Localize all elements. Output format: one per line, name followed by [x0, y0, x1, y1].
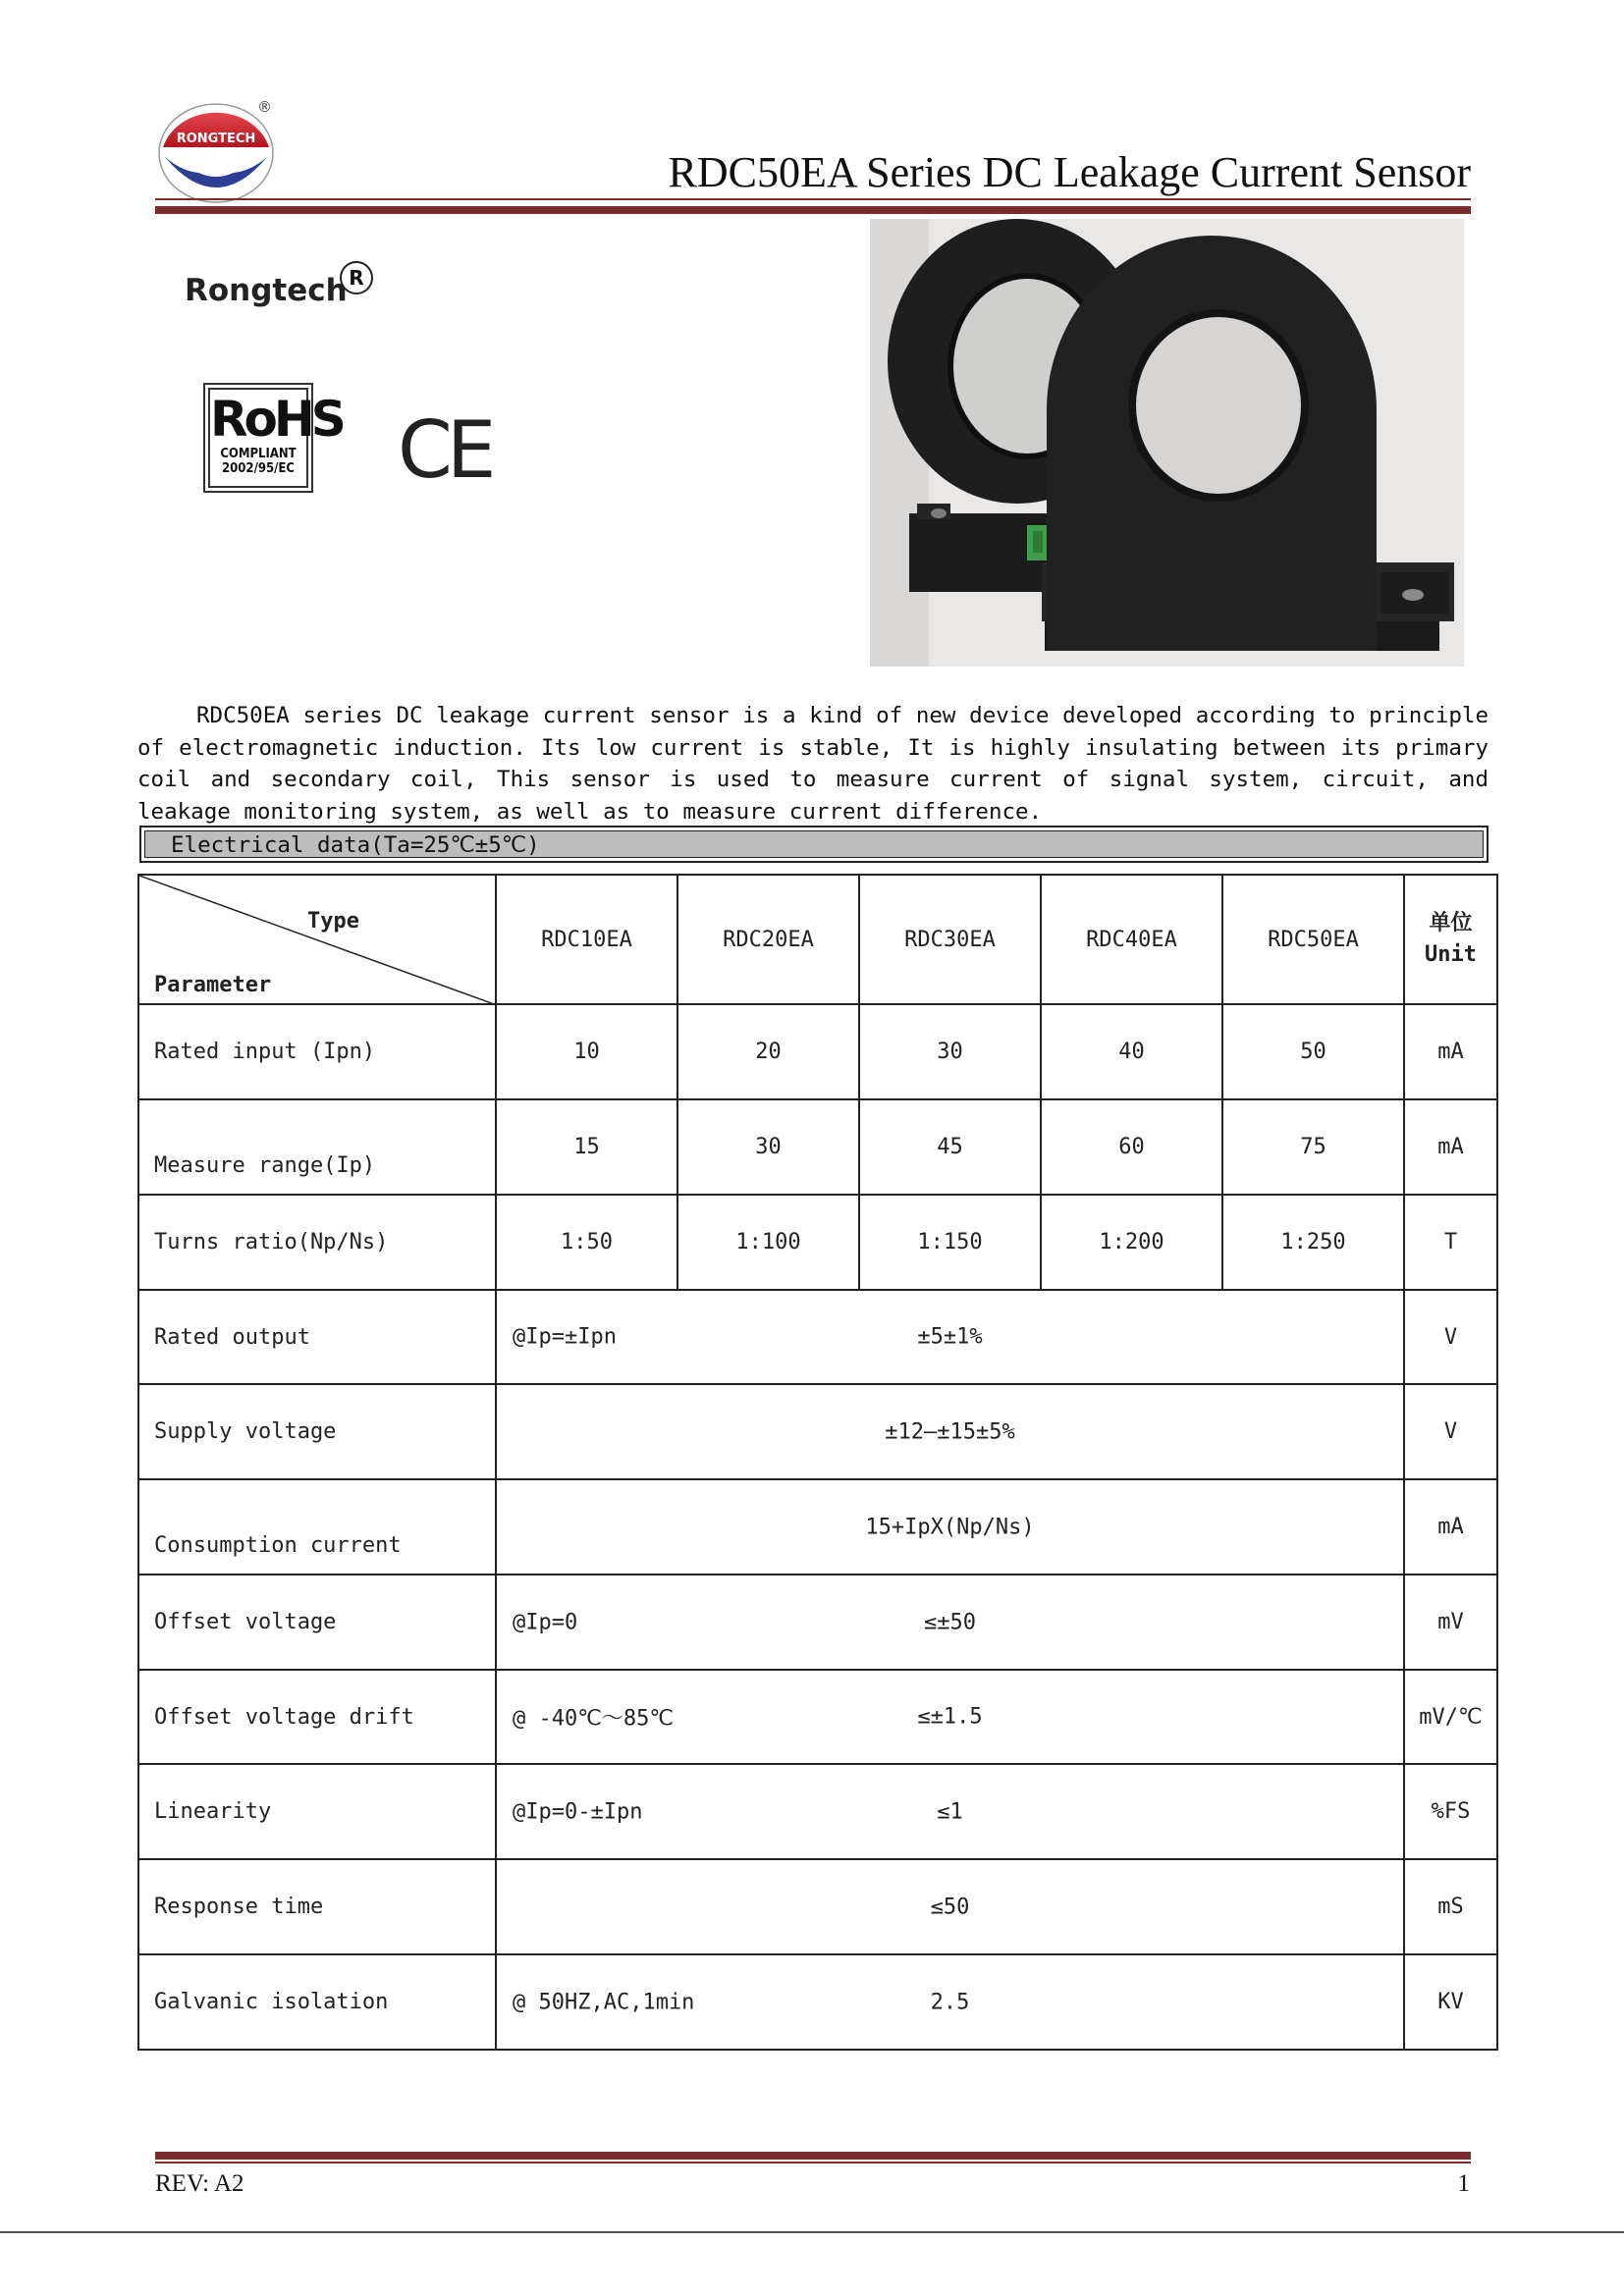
- value-text: ≤50: [930, 1895, 970, 1919]
- svg-text:RONGTECH: RONGTECH: [176, 132, 256, 146]
- unit-cell: mV: [1404, 1575, 1497, 1670]
- condition-text: @Ip=0-±Ipn: [513, 1799, 643, 1824]
- type-label: Type: [307, 909, 359, 934]
- brand-registered-icon: R: [340, 261, 373, 294]
- merged-value-cell: [496, 1290, 1404, 1384]
- logo-registered-mark: ®: [257, 98, 272, 116]
- model-header: RDC50EA: [1222, 875, 1404, 1004]
- document-title: RDC50EA Series DC Leakage Current Sensor: [668, 148, 1471, 196]
- electrical-data-table: [137, 874, 1498, 2051]
- page-number: 1: [1457, 2170, 1470, 2197]
- value-text: ≤±50: [924, 1610, 976, 1634]
- value-text: ±12—±15±5%: [885, 1419, 1015, 1444]
- merged-value-cell: [496, 1954, 1404, 2050]
- condition-text: @ -40℃～85℃: [513, 1706, 675, 1732]
- value-cell: 30: [677, 1099, 859, 1195]
- merged-value-cell: [496, 1384, 1404, 1479]
- rohs-certification-badge: [203, 383, 343, 493]
- value-cell: 10: [496, 1004, 677, 1099]
- header-rule: [155, 206, 1471, 214]
- section-band: [139, 826, 1489, 863]
- unit-cell: mV/℃: [1404, 1670, 1497, 1764]
- intro-paragraph: [137, 700, 1489, 828]
- value-cell: 1:250: [1222, 1195, 1404, 1290]
- merged-value-cell: [496, 1479, 1404, 1575]
- table-row: [138, 1670, 1497, 1764]
- unit-cell: %FS: [1404, 1764, 1497, 1859]
- unit-cell: mA: [1404, 1004, 1497, 1099]
- param-cell: Consumption current: [138, 1479, 496, 1575]
- merged-value-cell: [496, 1670, 1404, 1764]
- condition-text: @Ip=0: [513, 1610, 578, 1634]
- value-cell: 30: [859, 1004, 1041, 1099]
- value-text: ±5±1%: [917, 1324, 983, 1350]
- value-cell: 1:200: [1041, 1195, 1222, 1290]
- merged-value-cell: [496, 1575, 1404, 1670]
- value-cell: 60: [1041, 1099, 1222, 1195]
- merged-value-cell: [496, 1764, 1404, 1859]
- unit-cell: mA: [1404, 1099, 1497, 1195]
- param-cell: Rated output: [138, 1290, 496, 1384]
- table-row: [138, 1290, 1497, 1384]
- value-text: 15+IpX(Np/Ns): [865, 1515, 1035, 1539]
- param-cell: Turns ratio(Np/Ns): [138, 1195, 496, 1290]
- footer-rule: [155, 2152, 1471, 2160]
- value-cell: 1:100: [677, 1195, 859, 1290]
- revision-label: REV: A2: [155, 2170, 244, 2197]
- param-cell: Supply voltage: [138, 1384, 496, 1479]
- condition-text: @Ip=±Ipn: [513, 1324, 617, 1350]
- value-cell: 50: [1222, 1004, 1404, 1099]
- table-row: [138, 1384, 1497, 1479]
- param-cell: Galvanic isolation: [138, 1954, 496, 2050]
- rohs-directive: 2002/95/EC: [222, 461, 295, 476]
- param-cell: Linearity: [138, 1764, 496, 1859]
- table-row: [138, 1764, 1497, 1859]
- ce-mark: CE: [398, 404, 491, 496]
- footer-rule-thin: [155, 2162, 1471, 2163]
- table-header-row: [138, 875, 1497, 1004]
- model-header: RDC40EA: [1041, 875, 1222, 1004]
- header-rule-thin: [155, 198, 1471, 200]
- value-cell: 75: [1222, 1099, 1404, 1195]
- product-photo: [870, 219, 1464, 667]
- unit-cell: V: [1404, 1290, 1497, 1384]
- unit-cell: V: [1404, 1384, 1497, 1479]
- value-text: 2.5: [930, 1990, 970, 2014]
- model-header: RDC20EA: [677, 875, 859, 1004]
- rohs-title: RoHS: [210, 391, 343, 448]
- value-cell: 20: [677, 1004, 859, 1099]
- unit-cell: mS: [1404, 1859, 1497, 1954]
- unit-cell: KV: [1404, 1954, 1497, 2050]
- page-bottom-edge: [0, 2231, 1624, 2233]
- section-title: Electrical data(Ta=25℃±5℃): [144, 830, 1484, 858]
- table-row: [138, 1195, 1497, 1290]
- condition-text: @ 50HZ,AC,1min: [513, 1990, 695, 2014]
- brand-name: Rongtech: [185, 273, 348, 308]
- rohs-compliant: COMPLIANT: [220, 447, 297, 461]
- table-row: [138, 1954, 1497, 2050]
- merged-value-cell: [496, 1859, 1404, 1954]
- type-parameter-header: [138, 875, 496, 1004]
- value-cell: 1:50: [496, 1195, 677, 1290]
- model-header: RDC30EA: [859, 875, 1041, 1004]
- param-cell: Measure range(Ip): [138, 1099, 496, 1195]
- table-row: [138, 1479, 1497, 1575]
- unit-header-en: Unit: [1425, 942, 1477, 967]
- param-cell: Offset voltage: [138, 1575, 496, 1670]
- table-row: [138, 1575, 1497, 1670]
- value-text: ≤1: [937, 1799, 963, 1824]
- value-text: ≤±1.5: [917, 1704, 983, 1730]
- value-cell: 40: [1041, 1004, 1222, 1099]
- param-cell: Offset voltage drift: [138, 1670, 496, 1764]
- value-cell: 45: [859, 1099, 1041, 1195]
- intro-text: RDC50EA series DC leakage current sensor is a kind of new device developed according to principle of electromagnetic induction. Its low current is stable, It is highly insulating between its primary coil and secondary coil, This sensor is used to measure current of signal system, circuit, and leakage monitoring system, as well as to measure current difference.: [137, 703, 1489, 825]
- unit-cell: mA: [1404, 1479, 1497, 1575]
- value-cell: 1:150: [859, 1195, 1041, 1290]
- value-cell: 15: [496, 1099, 677, 1195]
- unit-header: [1404, 875, 1497, 1004]
- param-cell: Response time: [138, 1859, 496, 1954]
- unit-header-cn: 单位: [1429, 911, 1473, 935]
- table-row: [138, 1099, 1497, 1195]
- model-header: RDC10EA: [496, 875, 677, 1004]
- table-row: [138, 1004, 1497, 1099]
- param-cell: Rated input (Ipn): [138, 1004, 496, 1099]
- unit-cell: T: [1404, 1195, 1497, 1290]
- table-row: [138, 1859, 1497, 1954]
- parameter-label: Parameter: [154, 973, 272, 997]
